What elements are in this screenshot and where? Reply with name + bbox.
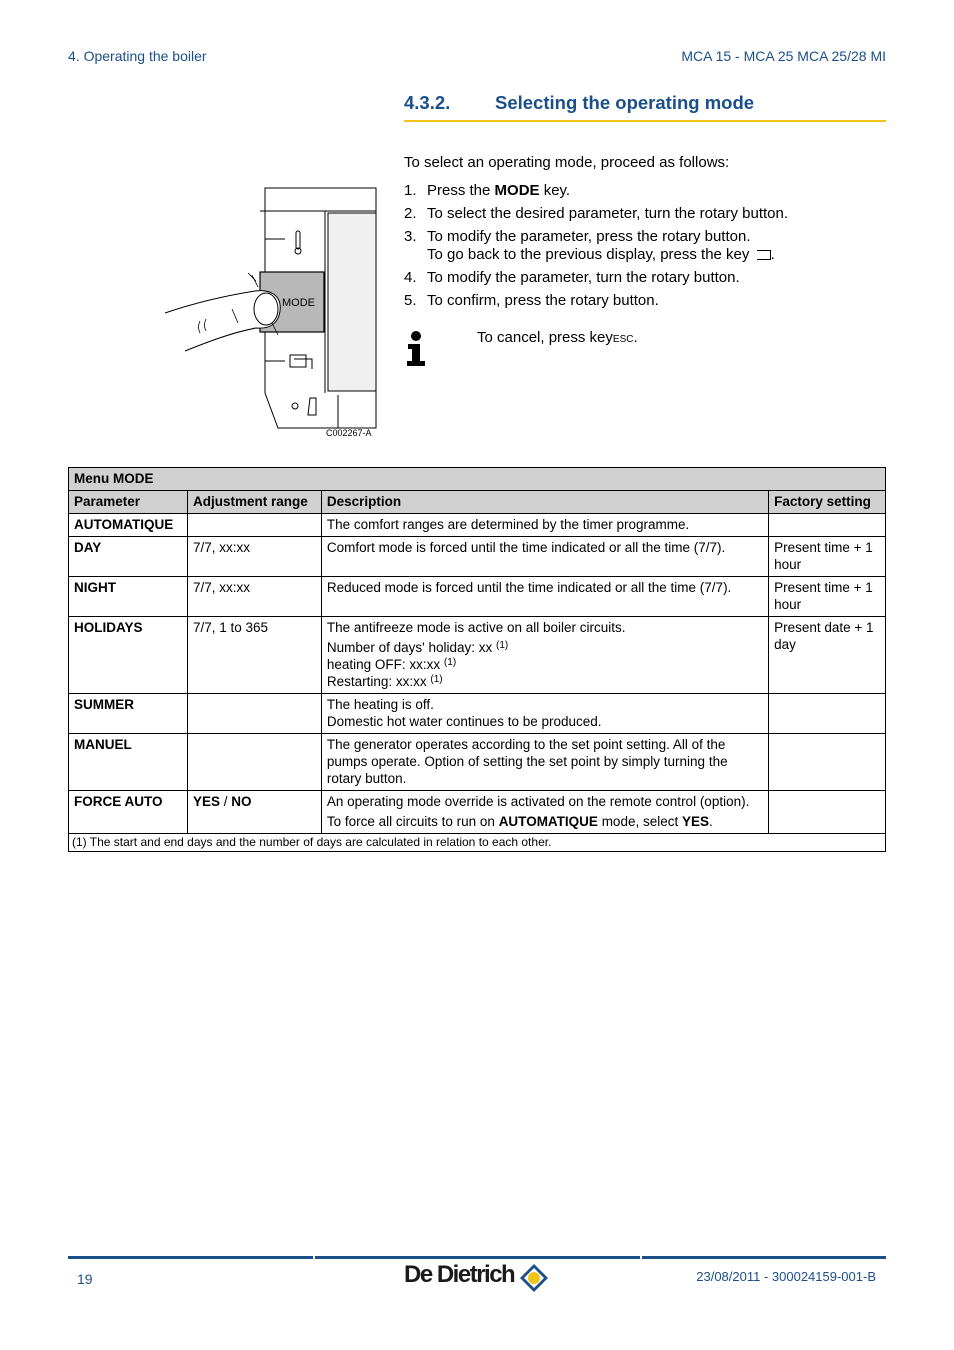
section-title (404, 92, 886, 122)
table-caption: Menu MODE (69, 468, 886, 491)
brand-name: De Dietrich (404, 1261, 515, 1288)
header-section: 4. Operating the boiler (68, 48, 207, 64)
section-title-text: Selecting the operating mode (495, 92, 755, 113)
figure-caption: C002267-A (326, 428, 372, 438)
table-footnote: (1) The start and end days and the number of days are calculated in relation to each other. (69, 834, 886, 852)
brand-diamond-icon (519, 1263, 549, 1293)
section-number: 4.3.2. (404, 92, 451, 113)
intro-text: To select an operating mode, proceed as follows: (404, 154, 730, 171)
esc-key: ESC (612, 334, 634, 345)
table-row: NIGHT 7/7, xx:xx Reduced mode is forced until the time indicated or all the time (7/7). Present time + 1 hour (69, 577, 886, 617)
table-row: HOLIDAYS 7/7, 1 to 365 The antifreeze mode is active on all boiler circuits. Number of days' holiday: xx $^{(1)}$ heating OFF: xx:xx $^{(1)}$ Restarting: xx:xx $^{(1)}$ Present date + 1 day (69, 617, 886, 694)
table-row: SUMMER The heating is off. Domestic hot water continues to be produced. (69, 694, 886, 734)
info-icon (404, 330, 428, 366)
step-1: 1. Press the MODE key. (404, 182, 571, 199)
steps-list (404, 182, 788, 315)
control-panel-illustration (160, 183, 382, 441)
document-reference: 23/08/2011 - 300024159-001-B (696, 1269, 876, 1284)
step-2: 2. To select the desired parameter, turn the rotary button. (404, 205, 789, 222)
info-text: To cancel, press keyESC. (477, 329, 638, 346)
header-parameter: Parameter (69, 491, 188, 514)
table-row: MANUEL The generator operates according to the set point setting. All of the pumps operate. Option of setting the set point by simply turning the rotary button. (69, 734, 886, 791)
header-description: Description (321, 491, 768, 514)
footer-divider (68, 1256, 886, 1259)
table-row: FORCE AUTO YES / NO An operating mode override is activated on the remote control (option). To force all circuits to run on AUTOMATIQUE mode, select YES. (69, 791, 886, 834)
step-5: 5. To confirm, press the rotary button. (404, 292, 659, 309)
header-factory-setting: Factory setting (769, 491, 886, 514)
step-3: 3. To modify the parameter, press the rotary button. To go back to the previous display, press the key . (404, 228, 775, 263)
step-4: 4. To modify the parameter, turn the rotary button. (404, 269, 740, 286)
back-key-icon (757, 250, 771, 260)
page-number: 19 (77, 1271, 93, 1287)
table-row: AUTOMATIQUE The comfort ranges are determined by the timer programme. (69, 514, 886, 537)
header-product: MCA 15 - MCA 25 MCA 25/28 MI (681, 48, 886, 64)
mode-key-label: MODE (282, 297, 315, 309)
table-row: DAY 7/7, xx:xx Comfort mode is forced until the time indicated or all the time (7/7). Present time + 1 hour (69, 537, 886, 577)
menu-mode-table (68, 467, 886, 852)
header-adjustment-range: Adjustment range (187, 491, 321, 514)
brand-logo (404, 1261, 554, 1295)
